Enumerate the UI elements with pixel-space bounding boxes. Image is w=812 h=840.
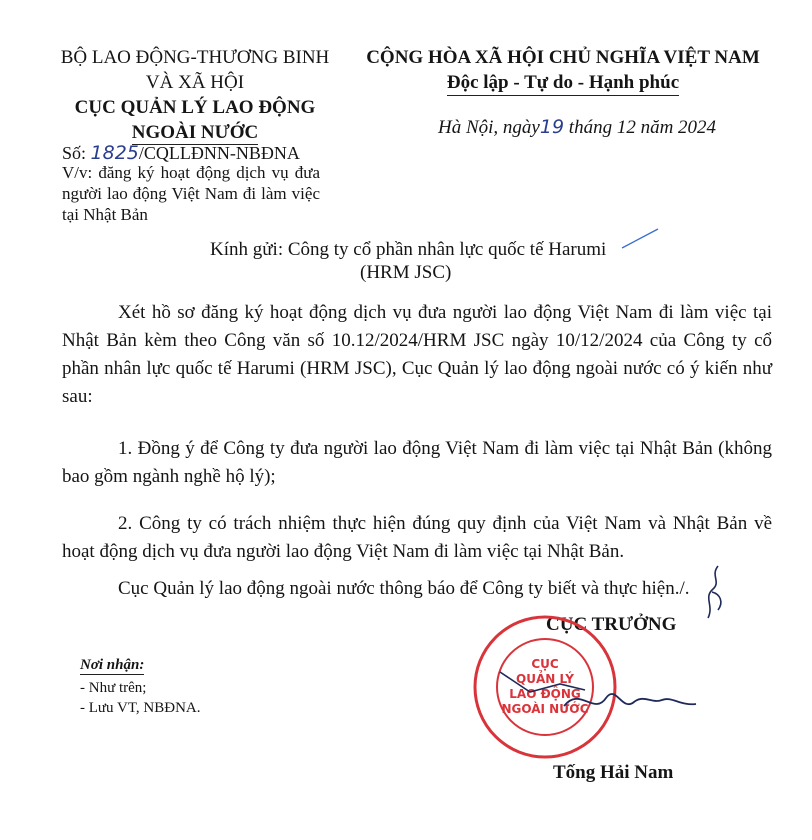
document-number: [62, 142, 300, 164]
recipient-item: - Lưu VT, NBĐNA.: [80, 700, 201, 716]
recipient-item: - Như trên;: [80, 680, 147, 696]
body-paragraph-2: 1. Đồng ý để Công ty đưa người lao động Việt Nam đi làm việc tại Nhật Bản (không bao gồm ngành nghề hộ lý);: [62, 438, 772, 487]
nation-name: CỘNG HÒA XÃ HỘI CHỦ NGHĨA VIỆT NAM: [366, 47, 760, 68]
pen-tick-mark: [620, 226, 660, 252]
svg-text:NGOÀI NƯỚC: NGOÀI NƯỚC: [501, 702, 589, 716]
salutation-line-2: (HRM JSC): [360, 262, 452, 283]
svg-text:QUẢN LÝ: QUẢN LÝ: [516, 672, 574, 686]
doc-no-handwritten: 1825: [90, 142, 139, 164]
body-paragraph-3: 2. Công ty có trách nhiệm thực hiện đúng quy định của Việt Nam và Nhật Bản về hoạt động dịch vụ đưa người lao động Việt Nam đi làm việc tại Nhật Bản.: [62, 513, 772, 562]
agency-line-2: NGOÀI NƯỚC: [131, 122, 259, 143]
date-line: [438, 116, 716, 139]
ministry-line-2: VÀ XÃ HỘI: [145, 72, 245, 93]
salutation-line-1: Kính gửi: Công ty cổ phần nhân lực quốc tế Harumi: [210, 239, 607, 260]
date-prefix: Hà Nội, ngày: [438, 117, 540, 138]
ministry-line-1: BỘ LAO ĐỘNG-THƯƠNG BINH: [60, 47, 330, 68]
signer-title: CỤC TRƯỞNG: [546, 614, 677, 635]
svg-text:LAO ĐỘNG: LAO ĐỘNG: [509, 687, 581, 701]
national-header: [348, 45, 778, 96]
body-paragraph-1: Xét hồ sơ đăng ký hoạt động dịch vụ đưa người lao động Việt Nam đi làm việc tại Nhật Bản kèm theo Công văn số 10.12/2024/HRM JSC ngày 10/12/2024 của Công ty cổ phần nhân lực quốc tế Harumi (HRM JSC), Cục Quản lý lao động ngoài nước có ý kiến như sau:: [62, 302, 772, 407]
body-paragraph-4: Cục Quản lý lao động ngoài nước thông báo để Công ty biết và thực hiện./.: [118, 578, 690, 599]
issuing-agency-block: [40, 45, 350, 145]
recipients-heading: Nơi nhận:: [80, 657, 145, 673]
national-motto: Độc lập - Tự do - Hạnh phúc: [447, 71, 679, 96]
svg-text:CỤC: CỤC: [531, 657, 559, 671]
date-day-handwritten: 19: [539, 116, 565, 138]
doc-no-prefix: Số:: [62, 143, 87, 163]
signer-name: Tống Hải Nam: [553, 762, 674, 783]
initials-mark: [700, 562, 730, 622]
date-suffix: tháng 12 năm 2024: [564, 117, 717, 138]
document-subject: V/v: đăng ký hoạt động dịch vụ đưa người lao động Việt Nam đi làm việc tại Nhật Bản: [62, 163, 320, 224]
agency-line-1: CỤC QUẢN LÝ LAO ĐỘNG: [74, 97, 316, 118]
handwritten-signature: [560, 676, 700, 726]
doc-no-suffix: /CQLLĐNN-NBĐNA: [138, 143, 300, 163]
